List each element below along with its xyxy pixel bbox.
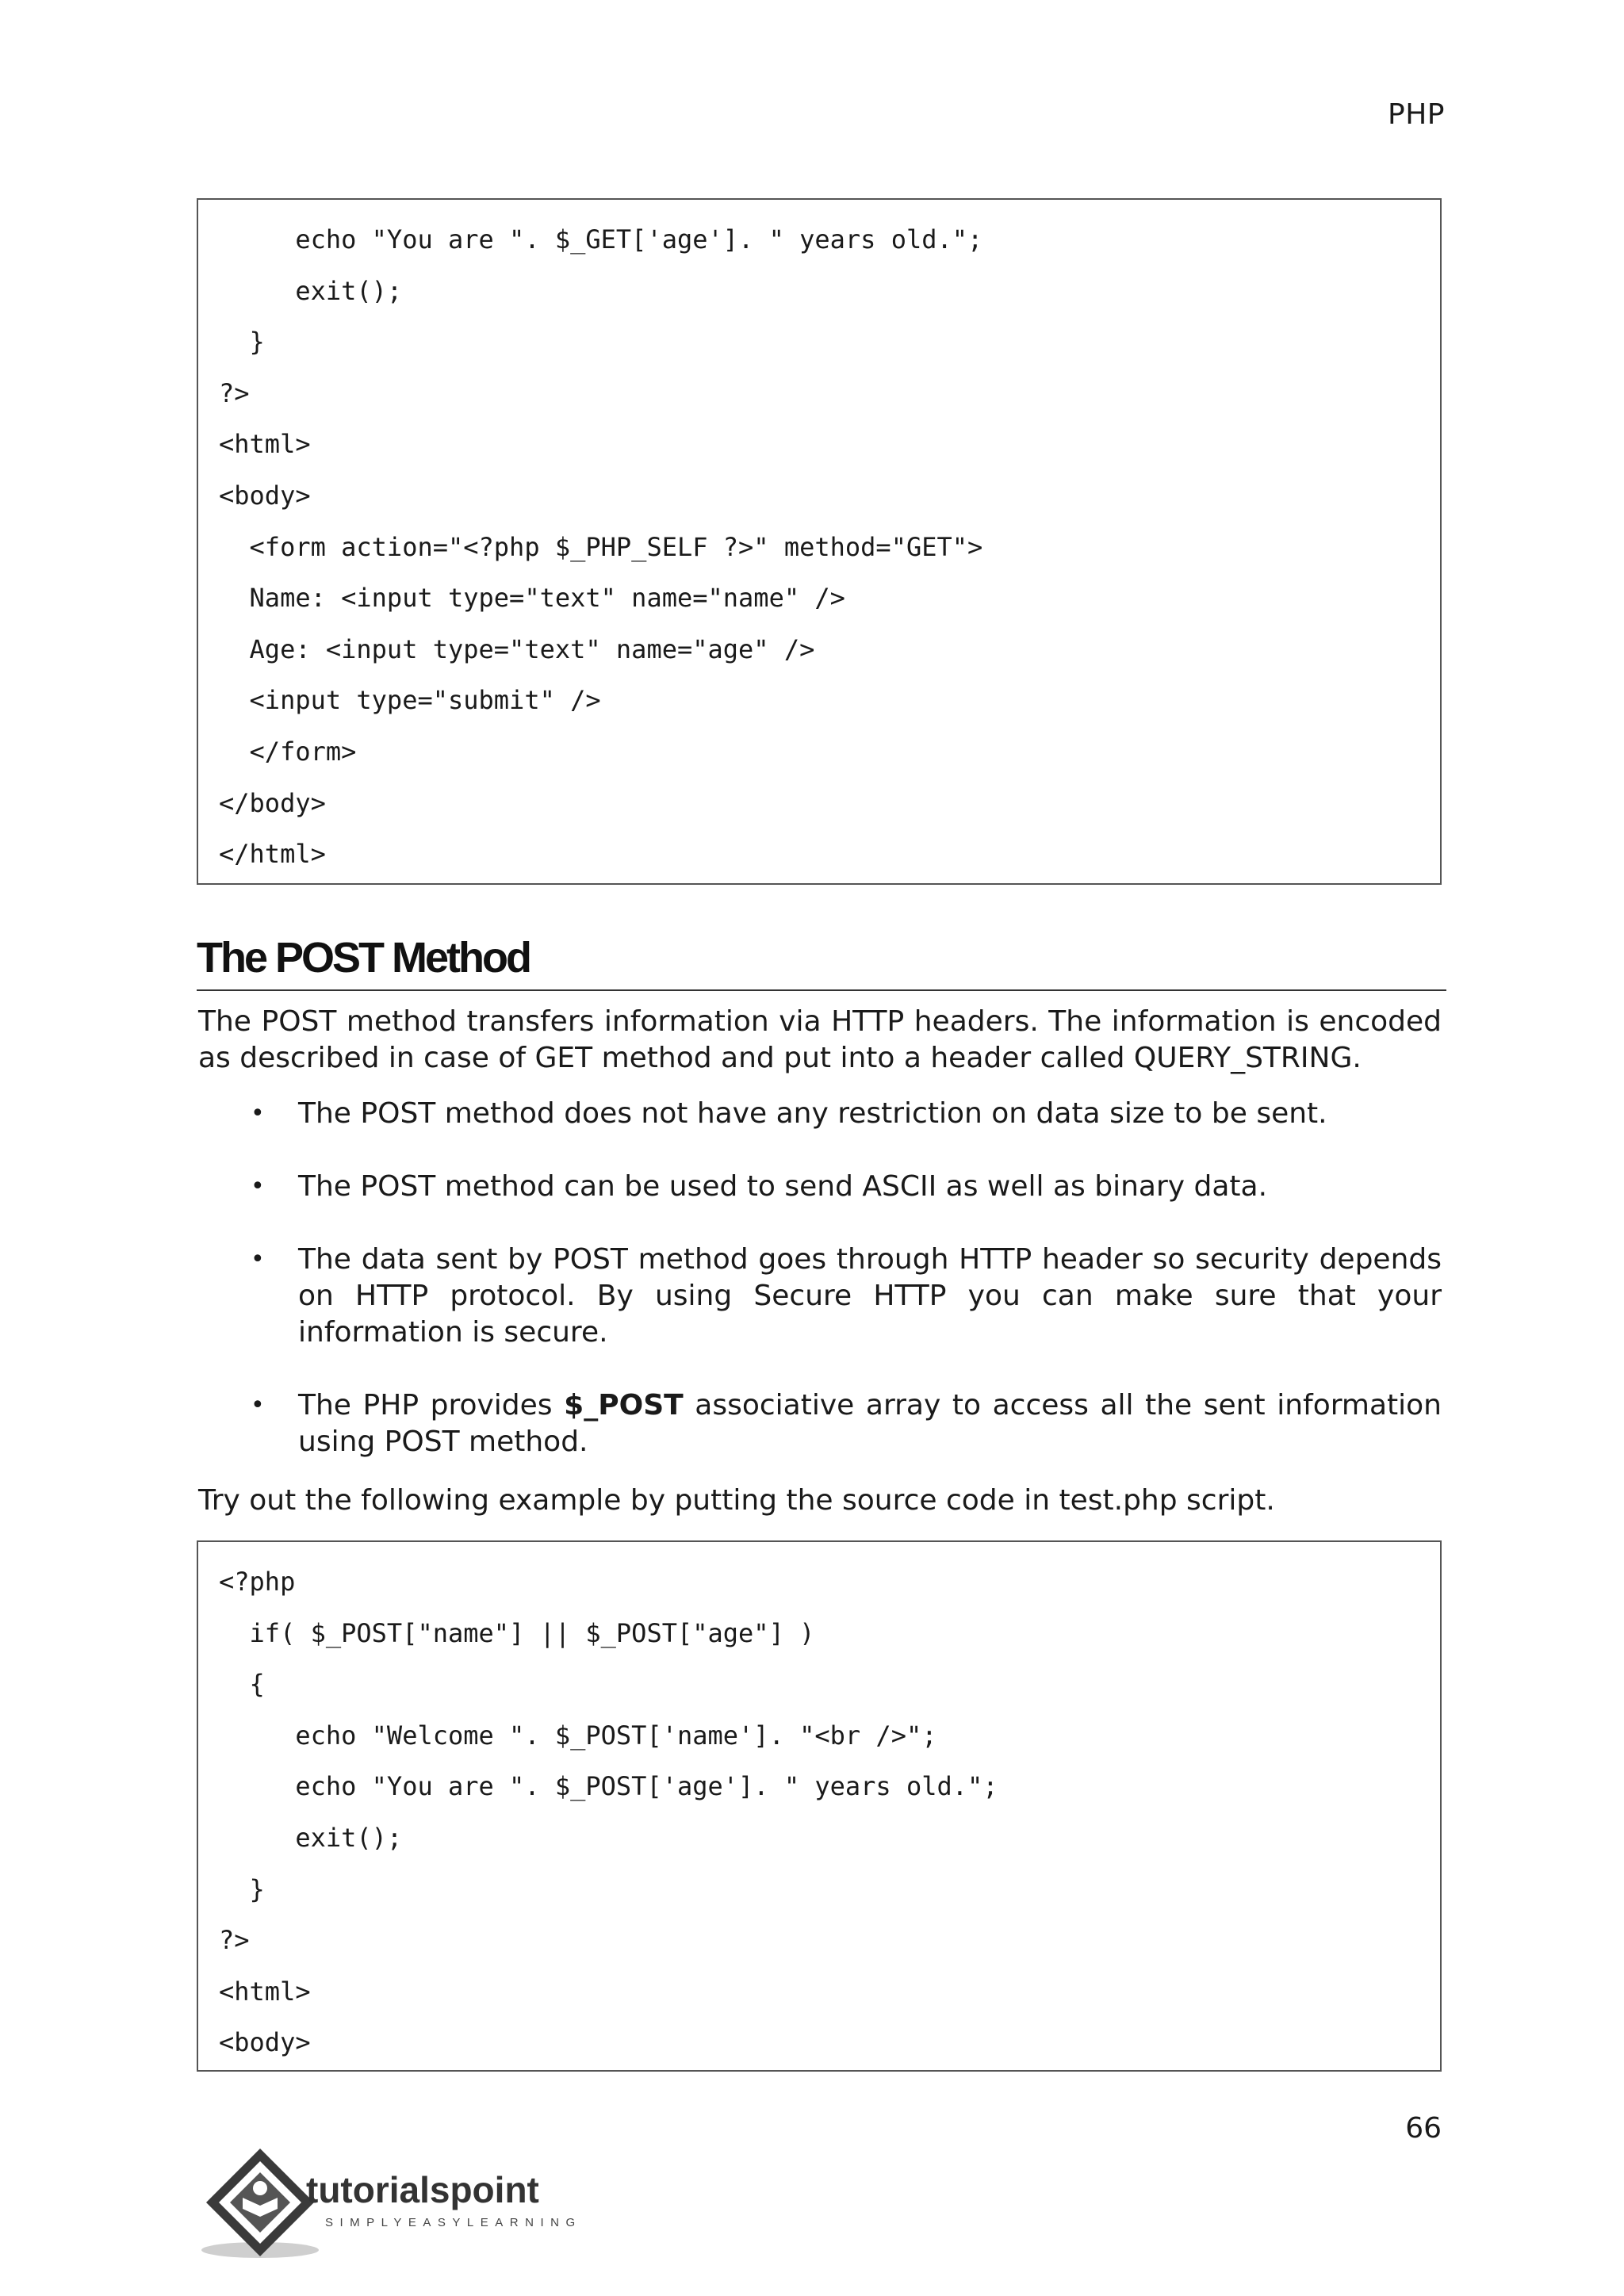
code-line: <body>: [219, 2027, 311, 2058]
running-header: PHP: [1388, 98, 1445, 131]
bullet-icon: •: [251, 1246, 265, 1273]
list-item: [198, 1169, 1442, 1205]
tutorialspoint-logo: [197, 2141, 609, 2267]
list-item-text: The data sent by POST method goes through HTTP header so security depends on HTTP protocol. By using Secure HTTP you can make sure that your information is secure.: [298, 1243, 1442, 1349]
logo-tagline: SIMPLYEASYLEARNING: [325, 2216, 582, 2229]
code-line: <form action="<?php $_PHP_SELF ?>" method="GET">: [219, 531, 983, 562]
code-line: ?>: [219, 377, 250, 408]
code-line: <html>: [219, 429, 311, 460]
code-line: ?>: [219, 1925, 250, 1956]
list-item: [198, 1387, 1442, 1460]
code-line: </body>: [219, 787, 326, 818]
code-line: echo "You are ". $_POST['age']. " years old.";: [219, 1771, 998, 1802]
code-line: exit();: [219, 275, 403, 306]
list-item: [198, 1242, 1442, 1351]
bullet-list: [198, 1096, 1442, 1497]
code-line: {: [219, 1669, 265, 1700]
list-item-text-post: associative array to access all the sent information using POST method.: [298, 1389, 1442, 1458]
code-line: Age: <input type="text" name="age" />: [219, 633, 815, 664]
code-line: <html>: [219, 1976, 311, 2007]
list-item-text-bold: $_POST: [564, 1389, 684, 1422]
section-heading: The POST Method: [197, 929, 1446, 991]
code-line: }: [219, 1873, 265, 1904]
bullet-icon: •: [251, 1173, 265, 1200]
logo-head-icon: [253, 2181, 267, 2195]
list-item-text: The POST method can be used to send ASCII as well as binary data.: [298, 1170, 1268, 1203]
code-line: </form>: [219, 736, 357, 767]
page-number: 66: [1405, 2112, 1442, 2145]
intro-paragraph: The POST method transfers information via HTTP headers. The information is encoded as described in case of GET method and put into a header called QUERY_STRING.: [198, 1005, 1442, 1074]
list-item-text-pre: The PHP provides: [298, 1389, 565, 1422]
bullet-icon: •: [251, 1100, 265, 1127]
list-item-text: The POST method does not have any restriction on data size to be sent.: [298, 1097, 1327, 1130]
code-line: <body>: [219, 480, 311, 511]
bullet-icon: •: [251, 1391, 265, 1419]
code-line: Name: <input type="text" name="name" />: [219, 583, 845, 614]
list-item: [198, 1096, 1442, 1132]
tryout-paragraph: Try out the following example by putting the source code in test.php script.: [198, 1484, 1275, 1517]
code-block-get-example: [197, 198, 1442, 885]
code-line: exit();: [219, 1822, 403, 1853]
code-line: }: [219, 327, 265, 358]
code-line: echo "Welcome ". $_POST['name']. "<br />";: [219, 1720, 937, 1751]
code-line: if( $_POST["name"] || $_POST["age"] ): [219, 1617, 815, 1648]
code-line: <input type="submit" />: [219, 685, 601, 716]
code-line: <?php: [219, 1567, 296, 1597]
code-block-post-example: [197, 1540, 1442, 2072]
logo-wordmark: tutorialspoint: [306, 2169, 539, 2210]
code-line: echo "You are ". $_GET['age']. " years old.";: [219, 224, 983, 254]
code-line: </html>: [219, 839, 326, 870]
